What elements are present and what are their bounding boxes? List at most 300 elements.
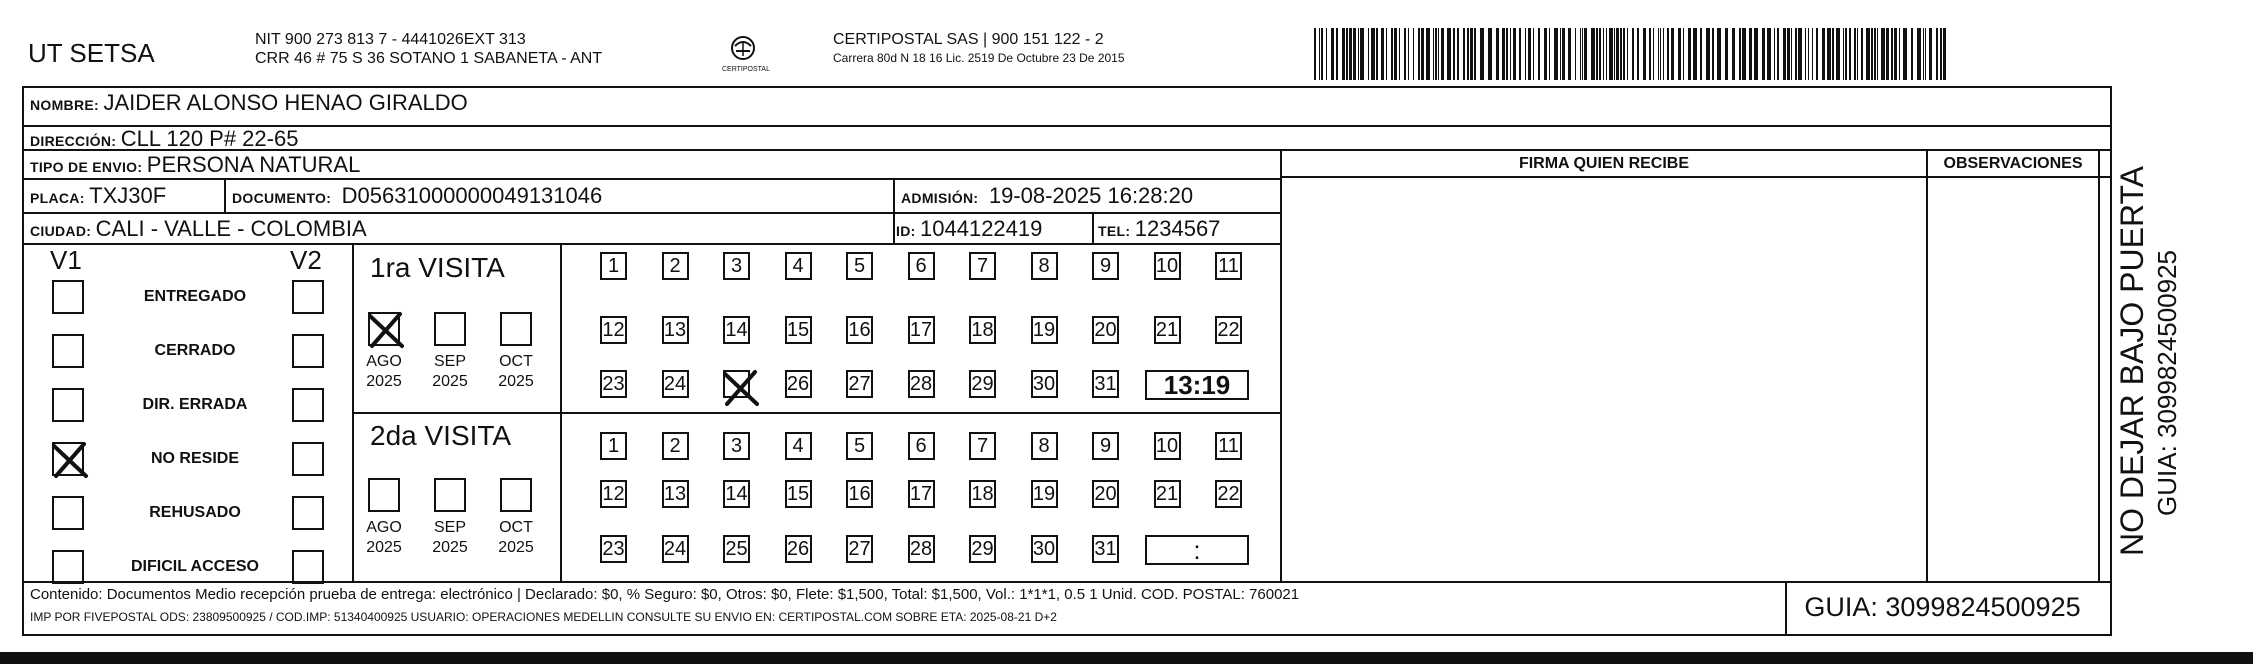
day-box-23[interactable]: 23 xyxy=(600,370,627,398)
month-label: OCT xyxy=(499,519,533,536)
day-box-11[interactable]: 11 xyxy=(1215,252,1242,280)
barcode-bar xyxy=(1386,28,1387,80)
barcode-bar xyxy=(1584,28,1587,80)
tel-cell xyxy=(1098,216,1220,242)
day-box-14[interactable]: 14 xyxy=(723,480,750,508)
direccion-label: DIRECCIÓN: xyxy=(30,133,117,149)
documento-value: D05631000000049131046 xyxy=(341,183,603,208)
barcode-bar xyxy=(1925,28,1926,80)
barcode-bar xyxy=(1496,28,1499,80)
day-box-8[interactable]: 8 xyxy=(1031,252,1058,280)
day-box-20[interactable]: 20 xyxy=(1092,316,1119,344)
barcode-bar xyxy=(1321,28,1323,80)
ciudad-cell xyxy=(30,216,367,242)
barcode-bar xyxy=(1693,28,1697,80)
day-box-10[interactable]: 10 xyxy=(1154,432,1181,460)
barcode-bar xyxy=(1936,28,1938,80)
day-box-15[interactable]: 15 xyxy=(785,480,812,508)
barcode-bar xyxy=(1408,28,1409,80)
barcode-bar xyxy=(1562,28,1565,80)
v1-checkbox[interactable] xyxy=(52,550,84,584)
certipostal-info xyxy=(833,30,1125,68)
day-box-19[interactable]: 19 xyxy=(1031,316,1058,344)
x-mark-icon xyxy=(50,440,90,480)
barcode-bar xyxy=(1649,28,1651,80)
year-label: 2025 xyxy=(432,373,468,390)
day-box-2[interactable]: 2 xyxy=(662,252,689,280)
barcode-bar xyxy=(1754,28,1758,80)
month-label: AGO xyxy=(366,519,402,536)
day-box-16[interactable]: 16 xyxy=(846,480,873,508)
no-dejar-bajo-puerta: NO DEJAR BAJO PUERTA xyxy=(2114,166,2150,556)
v2-label: V2 xyxy=(290,245,322,275)
imp-line: IMP POR FIVEPOSTAL ODS: 23809500925 / COD.IMP: 51340400925 USUARIO: OPERACIONES MEDELLIN CONSULTE SU ENVIO EN: CERTIPOSTAL.COM SOBRE ETA: 2025-08-21 D+2 xyxy=(30,610,1057,624)
barcode-bar xyxy=(1426,28,1430,80)
observaciones-header: OBSERVACIONES xyxy=(1943,155,2083,172)
barcode-bar xyxy=(1623,28,1625,80)
barcode-bar xyxy=(1568,28,1571,80)
tipo-envio-value: PERSONA NATURAL xyxy=(146,152,361,177)
documento-label: DOCUMENTO: xyxy=(232,190,332,206)
barcode-bar xyxy=(1438,28,1439,80)
barcode-bar xyxy=(1560,28,1561,80)
barcode-bar xyxy=(1861,28,1863,80)
v1-checkbox[interactable] xyxy=(52,388,84,422)
admision-label: ADMISIÓN: xyxy=(901,190,979,206)
day-box-8[interactable]: 8 xyxy=(1031,432,1058,460)
barcode-bar xyxy=(1609,28,1613,80)
barcode-bar xyxy=(1903,28,1907,80)
barcode-bar xyxy=(1506,28,1508,80)
barcode-bar xyxy=(1603,28,1604,80)
barcode-bar xyxy=(1683,28,1684,80)
tel-value: 1234567 xyxy=(1134,216,1221,241)
barcode-bar xyxy=(1899,28,1900,80)
barcode-bar xyxy=(1717,28,1721,80)
barcode-bar xyxy=(1627,28,1628,80)
day-box-3[interactable]: 3 xyxy=(723,252,750,280)
day-box-22[interactable]: 22 xyxy=(1215,480,1242,508)
barcode-bar xyxy=(1808,28,1809,80)
barcode-bar xyxy=(1349,28,1352,80)
barcode-bar xyxy=(1732,28,1735,80)
divider xyxy=(893,178,895,243)
barcode-bar xyxy=(1360,28,1364,80)
day-box-30[interactable]: 30 xyxy=(1031,535,1058,563)
tipo-envio-row xyxy=(30,152,360,178)
barcode-bar xyxy=(1943,28,1946,80)
documento-cell xyxy=(232,183,602,209)
divider xyxy=(22,149,2112,151)
day-box-7[interactable]: 7 xyxy=(969,252,996,280)
day-box-13[interactable]: 13 xyxy=(662,316,689,344)
barcode-bar xyxy=(1441,28,1444,80)
barcode xyxy=(1314,28,1946,80)
day-box-24[interactable]: 24 xyxy=(662,370,689,398)
barcode-bar xyxy=(1404,28,1406,80)
status-label: ENTREGADO xyxy=(143,288,247,305)
barcode-bar xyxy=(1346,28,1348,80)
footer-guia: GUIA: 3099824500925 xyxy=(1804,592,2081,622)
barcode-bar xyxy=(1591,28,1595,80)
day-box-11[interactable]: 11 xyxy=(1215,432,1242,460)
day-box-12[interactable]: 12 xyxy=(600,316,627,344)
barcode-bar xyxy=(1891,28,1893,80)
barcode-bar xyxy=(1700,28,1702,80)
v2-checkbox[interactable] xyxy=(292,280,324,314)
day-box-18[interactable]: 18 xyxy=(969,316,996,344)
barcode-bar xyxy=(1667,28,1669,80)
barcode-bar xyxy=(1528,28,1531,80)
day-box-14[interactable]: 14 xyxy=(723,316,750,344)
barcode-bar xyxy=(1391,28,1393,80)
nit-line: NIT 900 273 813 7 - 4441026EXT 313 xyxy=(255,31,526,48)
v2-checkbox[interactable] xyxy=(292,442,324,476)
x-mark-icon xyxy=(366,310,406,350)
barcode-bar xyxy=(1513,28,1516,80)
barcode-bar xyxy=(1616,28,1619,80)
barcode-bar xyxy=(1435,28,1437,80)
tel-label: TEL: xyxy=(1098,223,1131,239)
barcode-bar xyxy=(1643,28,1646,80)
day-box-26[interactable]: 26 xyxy=(785,535,812,563)
day-box-19[interactable]: 19 xyxy=(1031,480,1058,508)
barcode-bar xyxy=(1533,28,1534,80)
barcode-bar xyxy=(1331,28,1334,80)
day-box-27[interactable]: 27 xyxy=(846,535,873,563)
direccion-value: CLL 120 P# 22-65 xyxy=(120,126,299,151)
month-label: AGO xyxy=(366,353,402,370)
address-line: CRR 46 # 75 S 36 SOTANO 1 SABANETA - ANT xyxy=(255,50,603,67)
barcode-bar xyxy=(1767,28,1771,80)
barcode-bar xyxy=(1319,28,1320,80)
barcode-bar xyxy=(1376,28,1378,80)
status-label: NO RESIDE xyxy=(150,450,239,467)
day-box-6[interactable]: 6 xyxy=(908,252,935,280)
day-box-25[interactable] xyxy=(723,370,750,398)
barcode-bar xyxy=(1474,28,1476,80)
barcode-bar xyxy=(1620,28,1622,80)
barcode-bar xyxy=(1525,28,1526,80)
barcode-bar xyxy=(1368,28,1369,80)
day-box-1[interactable]: 1 xyxy=(600,252,627,280)
bottom-border xyxy=(0,652,2253,664)
day-box-9[interactable]: 9 xyxy=(1092,252,1119,280)
barcode-bar xyxy=(1822,28,1825,80)
barcode-bar xyxy=(1606,28,1607,80)
divider xyxy=(22,125,2112,127)
id-value: 1044122419 xyxy=(920,216,1043,241)
barcode-bar xyxy=(1874,28,1876,80)
status-label: DIFICIL ACCESO xyxy=(130,558,259,575)
v2-checkbox[interactable] xyxy=(292,496,324,530)
barcode-bar xyxy=(1827,28,1831,80)
day-box-27[interactable]: 27 xyxy=(846,370,873,398)
placa-label: PLACA: xyxy=(30,190,85,206)
day-box-22[interactable]: 22 xyxy=(1215,316,1242,344)
barcode-bar xyxy=(1353,28,1356,80)
barcode-bar xyxy=(1791,28,1792,80)
status-label: DIR. ERRADA xyxy=(142,396,248,413)
day-box-2[interactable]: 2 xyxy=(662,432,689,460)
barcode-bar xyxy=(1463,28,1465,80)
month-checkbox[interactable] xyxy=(368,312,400,346)
v1-checkbox[interactable] xyxy=(52,496,84,530)
barcode-bar xyxy=(1749,28,1752,80)
firma-header: FIRMA QUIEN RECIBE xyxy=(1518,155,1690,172)
month-label: SEP xyxy=(433,519,466,536)
certipostal-line2: Carrera 80d N 18 16 Lic. 2519 De Octubre 23 De 2015 xyxy=(833,51,1125,65)
nombre-label: NOMBRE: xyxy=(30,97,99,113)
day-box-1[interactable]: 1 xyxy=(600,432,627,460)
barcode-bar xyxy=(1923,28,1924,80)
ciudad-value: CALI - VALLE - COLOMBIA xyxy=(95,216,367,241)
day-box-31[interactable]: 31 xyxy=(1092,370,1119,398)
year-label: 2025 xyxy=(498,539,534,556)
barcode-bar xyxy=(1678,28,1681,80)
barcode-bar xyxy=(1832,28,1834,80)
barcode-bar xyxy=(1871,28,1873,80)
barcode-bar xyxy=(1706,28,1710,80)
barcode-bar xyxy=(1843,28,1844,80)
barcode-bar xyxy=(1399,28,1400,80)
barcode-bar xyxy=(1554,28,1558,80)
day-box-7[interactable]: 7 xyxy=(969,432,996,460)
day-box-31[interactable]: 31 xyxy=(1092,535,1119,563)
divider xyxy=(560,243,562,581)
barcode-bar xyxy=(1413,28,1414,80)
day-box-6[interactable]: 6 xyxy=(908,432,935,460)
year-label: 2025 xyxy=(498,373,534,390)
first-visit-title: 1ra VISITA xyxy=(370,252,505,283)
signature-area[interactable] xyxy=(1282,178,1926,581)
second-visit-title: 2da VISITA xyxy=(370,420,512,451)
day-box-23[interactable]: 23 xyxy=(600,535,627,563)
barcode-bar xyxy=(1836,28,1840,80)
barcode-bar xyxy=(1795,28,1797,80)
barcode-bar xyxy=(1894,28,1897,80)
admision-value: 19-08-2025 16:28:20 xyxy=(988,183,1194,208)
barcode-bar xyxy=(1510,28,1511,80)
v2-checkbox[interactable] xyxy=(292,388,324,422)
barcode-bar xyxy=(1787,28,1790,80)
nombre-value: JAIDER ALONSO HENAO GIRALDO xyxy=(103,90,468,115)
barcode-bar xyxy=(1418,28,1420,80)
barcode-bar xyxy=(1453,28,1455,80)
barcode-bar xyxy=(1457,28,1459,80)
divider xyxy=(22,243,1280,245)
company-nit-block xyxy=(255,30,602,68)
month-checkbox[interactable] xyxy=(434,478,466,512)
barcode-bar xyxy=(1660,28,1661,80)
day-box-13[interactable]: 13 xyxy=(662,480,689,508)
year-label: 2025 xyxy=(432,539,468,556)
barcode-bar xyxy=(1538,28,1540,80)
barcode-bar xyxy=(1637,28,1639,80)
day-box-29[interactable]: 29 xyxy=(969,370,996,398)
v1-checkbox[interactable] xyxy=(52,334,84,368)
barcode-bar xyxy=(1854,28,1856,80)
divider xyxy=(352,243,354,581)
day-box-28[interactable]: 28 xyxy=(908,370,935,398)
barcode-bar xyxy=(1326,28,1327,80)
day-box-3[interactable]: 3 xyxy=(723,432,750,460)
barcode-bar xyxy=(1371,28,1375,80)
placa-cell xyxy=(30,183,166,209)
barcode-bar xyxy=(1394,28,1397,80)
barcode-bar xyxy=(1742,28,1746,80)
direccion-row xyxy=(30,126,298,152)
placa-value: TXJ30F xyxy=(89,183,167,208)
barcode-bar xyxy=(1857,28,1858,80)
id-label: ID: xyxy=(896,223,916,239)
year-label: 2025 xyxy=(366,373,402,390)
divider xyxy=(22,581,2112,583)
barcode-bar xyxy=(1381,28,1384,80)
divider xyxy=(352,412,1280,414)
barcode-bar xyxy=(1940,28,1942,80)
barcode-bar xyxy=(1467,28,1469,80)
barcode-bar xyxy=(1805,28,1806,80)
day-box-21[interactable]: 21 xyxy=(1154,480,1181,508)
company-name: UT SETSA xyxy=(28,38,155,68)
barcode-bar xyxy=(1762,28,1765,80)
barcode-bar xyxy=(1470,28,1473,80)
barcode-bar xyxy=(1816,28,1818,80)
day-box-5[interactable]: 5 xyxy=(846,432,873,460)
day-box-17[interactable]: 17 xyxy=(908,480,935,508)
month-checkbox[interactable] xyxy=(368,478,400,512)
month-checkbox[interactable] xyxy=(500,478,532,512)
barcode-bar xyxy=(1502,28,1505,80)
x-mark-icon xyxy=(721,368,761,408)
day-box-4[interactable]: 4 xyxy=(785,252,812,280)
day-box-30[interactable]: 30 xyxy=(1031,370,1058,398)
barcode-bar xyxy=(1725,28,1728,80)
day-box-26[interactable]: 26 xyxy=(785,370,812,398)
day-box-20[interactable]: 20 xyxy=(1092,480,1119,508)
day-box-18[interactable]: 18 xyxy=(969,480,996,508)
barcode-bar xyxy=(1845,28,1847,80)
barcode-bar xyxy=(1777,28,1779,80)
contenido-line: Contenido: Documentos Medio recepción prueba de entrega: electrónico | Declarado: $0, % Seguro: $0, Otros: $0, Flete: $1,500, Total: $1,500, Vol.: 1*1*1, 0.5 1 Unid. COD. POSTAL: 760021 xyxy=(30,586,1300,603)
day-box-4[interactable]: 4 xyxy=(785,432,812,460)
divider xyxy=(224,178,226,212)
barcode-bar xyxy=(1849,28,1851,80)
ciudad-label: CIUDAD: xyxy=(30,223,92,239)
day-box-9[interactable]: 9 xyxy=(1092,432,1119,460)
day-box-25[interactable]: 25 xyxy=(723,535,750,563)
year-label: 2025 xyxy=(366,539,402,556)
day-box-17[interactable]: 17 xyxy=(908,316,935,344)
barcode-bar xyxy=(1544,28,1547,80)
logo-caption: CERTIPOSTAL xyxy=(722,66,770,73)
month-checkbox[interactable] xyxy=(500,312,532,346)
barcode-bar xyxy=(1580,28,1581,80)
barcode-bar xyxy=(1549,28,1550,80)
barcode-bar xyxy=(1663,28,1664,80)
day-box-28[interactable]: 28 xyxy=(908,535,935,563)
barcode-bar xyxy=(1688,28,1691,80)
time-field[interactable]: : xyxy=(1145,535,1249,565)
barcode-bar xyxy=(1783,28,1786,80)
barcode-bar xyxy=(1632,28,1634,80)
barcode-bar xyxy=(1658,28,1659,80)
barcode-bar xyxy=(1911,28,1913,80)
month-checkbox[interactable] xyxy=(434,312,466,346)
day-box-5[interactable]: 5 xyxy=(846,252,873,280)
barcode-bar xyxy=(1877,28,1878,80)
day-box-16[interactable]: 16 xyxy=(846,316,873,344)
barcode-bar xyxy=(1314,28,1316,80)
certipostal-line1: CERTIPOSTAL SAS | 900 151 122 - 2 xyxy=(833,31,1104,48)
barcode-bar xyxy=(1336,28,1338,80)
barcode-bar xyxy=(1421,28,1424,80)
barcode-bar xyxy=(1582,28,1583,80)
barcode-bar xyxy=(1798,28,1802,80)
barcode-bar xyxy=(1596,28,1598,80)
tipo-envio-label: TIPO DE ENVIO: xyxy=(30,159,143,175)
barcode-bar xyxy=(1480,28,1484,80)
v1-checkbox[interactable] xyxy=(52,280,84,314)
barcode-bar xyxy=(1886,28,1889,80)
v2-checkbox[interactable] xyxy=(292,550,324,584)
admision-cell xyxy=(901,183,1193,209)
side-guia: GUIA: 3099824500925 xyxy=(2152,250,2182,516)
status-label: REHUSADO xyxy=(149,504,241,521)
month-label: OCT xyxy=(499,353,533,370)
day-box-21[interactable]: 21 xyxy=(1154,316,1181,344)
divider xyxy=(22,178,1280,180)
month-label: SEP xyxy=(433,353,466,370)
v2-checkbox[interactable] xyxy=(292,334,324,368)
barcode-bar xyxy=(1671,28,1674,80)
barcode-bar xyxy=(1519,28,1521,80)
barcode-bar xyxy=(1653,28,1654,80)
barcode-bar xyxy=(1739,28,1741,80)
barcode-bar xyxy=(1433,28,1434,80)
barcode-bar xyxy=(1599,28,1601,80)
time-field[interactable]: 13:19 xyxy=(1145,370,1249,400)
day-box-24[interactable]: 24 xyxy=(662,535,689,563)
day-box-12[interactable]: 12 xyxy=(600,480,627,508)
barcode-bar xyxy=(1488,28,1492,80)
day-box-29[interactable]: 29 xyxy=(969,535,996,563)
nombre-row xyxy=(30,90,468,116)
barcode-bar xyxy=(1575,28,1576,80)
barcode-bar xyxy=(1447,28,1451,80)
barcode-bar xyxy=(1614,28,1615,80)
barcode-bar xyxy=(1342,28,1345,80)
barcode-bar xyxy=(1881,28,1885,80)
v1-checkbox[interactable] xyxy=(52,442,84,476)
observaciones-area[interactable] xyxy=(1928,178,2098,581)
barcode-bar xyxy=(1774,28,1775,80)
id-cell xyxy=(896,216,1042,242)
divider xyxy=(1092,212,1094,243)
v1-label: V1 xyxy=(50,245,82,275)
day-box-10[interactable]: 10 xyxy=(1154,252,1181,280)
barcode-bar xyxy=(1917,28,1921,80)
barcode-bar xyxy=(1929,28,1932,80)
barcode-bar xyxy=(1712,28,1714,80)
barcode-bar xyxy=(1866,28,1870,80)
barcode-bar xyxy=(1358,28,1359,80)
day-box-15[interactable]: 15 xyxy=(785,316,812,344)
status-label: CERRADO xyxy=(154,342,236,359)
divider xyxy=(2098,149,2100,581)
barcode-bar xyxy=(1812,28,1813,80)
